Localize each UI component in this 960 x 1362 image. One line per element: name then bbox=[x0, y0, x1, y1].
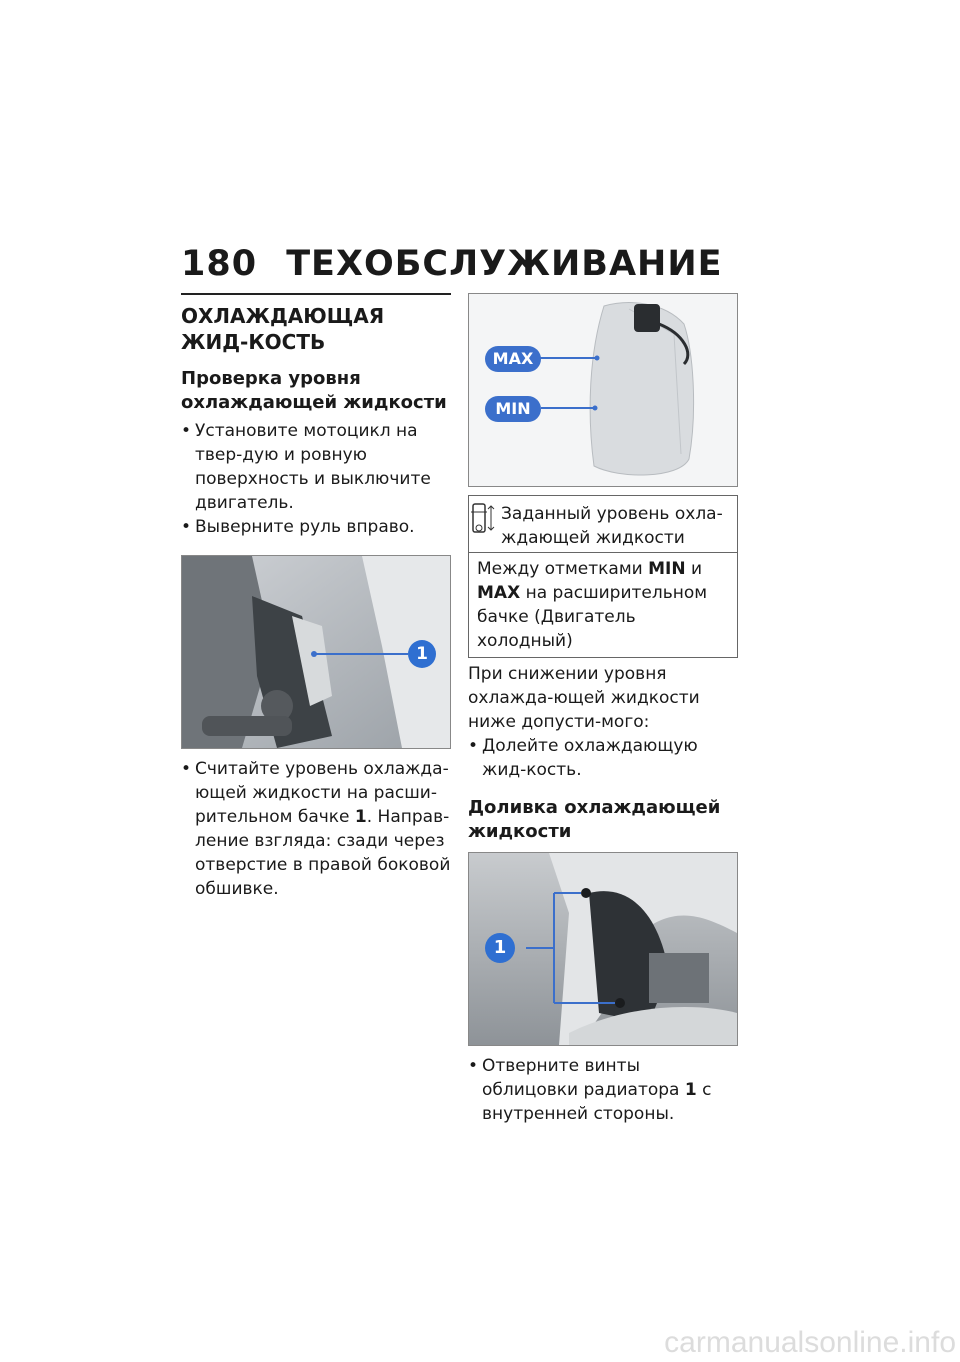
chapter-title: ТЕХОБСЛУЖИВАНИЕ bbox=[286, 244, 723, 284]
photo-illustration bbox=[469, 294, 737, 486]
section-title: ОХЛАЖДАЮЩАЯ ЖИД-КОСТЬ bbox=[181, 304, 385, 354]
coolant-level-icon bbox=[469, 496, 497, 552]
coolant-level-spec-box bbox=[468, 495, 738, 658]
bullet-item-read-level: • Считайте уровень охлажда-ющей жидкости на расши-рительном бачке 1. Направ-ление взгляда: сзади через отверстие в правой боковой обшивке. bbox=[181, 757, 451, 901]
photo-expansion-tank-view bbox=[181, 555, 451, 749]
bullet-item: • Долейте охлаждающую жид-кость. bbox=[468, 734, 738, 782]
min-mark-label: MIN bbox=[485, 396, 541, 422]
callout-badge-1: 1 bbox=[408, 640, 436, 668]
photo-radiator-screws bbox=[468, 852, 738, 1046]
bullet-item-screws: • Отверните винты облицовки радиатора 1 с внутренней стороны. bbox=[468, 1054, 738, 1126]
page-header bbox=[181, 244, 723, 284]
spec-value: Между отметками MIN и MAX на расширительном бачке (Двигатель холодный) bbox=[477, 559, 708, 651]
page-number: 180 bbox=[181, 244, 258, 284]
subsection-title-topup: Доливка охлаждающей жидкости bbox=[468, 797, 721, 842]
bullet-item: • Установите мотоцикл на твер-дую и ровную поверхность и выключите двигатель. bbox=[181, 419, 451, 515]
low-level-text: При снижении уровня охлажда-ющей жидкости ниже допусти-мого: bbox=[468, 664, 700, 732]
callout-badge-1: 1 bbox=[485, 933, 515, 963]
photo-expansion-tank-marks bbox=[468, 293, 738, 487]
max-mark-label: MAX bbox=[485, 346, 541, 372]
bullet-item: • Выверните руль вправо. bbox=[181, 515, 451, 539]
right-column bbox=[468, 293, 738, 1126]
subsection-title: Проверка уровня охлаждающей жидкости bbox=[181, 368, 447, 413]
spec-title: Заданный уровень охла-ждающей жидкости bbox=[501, 504, 723, 548]
watermark: carmanualsonline.info bbox=[664, 1326, 956, 1359]
section-rule bbox=[181, 293, 451, 295]
left-column bbox=[181, 293, 451, 901]
